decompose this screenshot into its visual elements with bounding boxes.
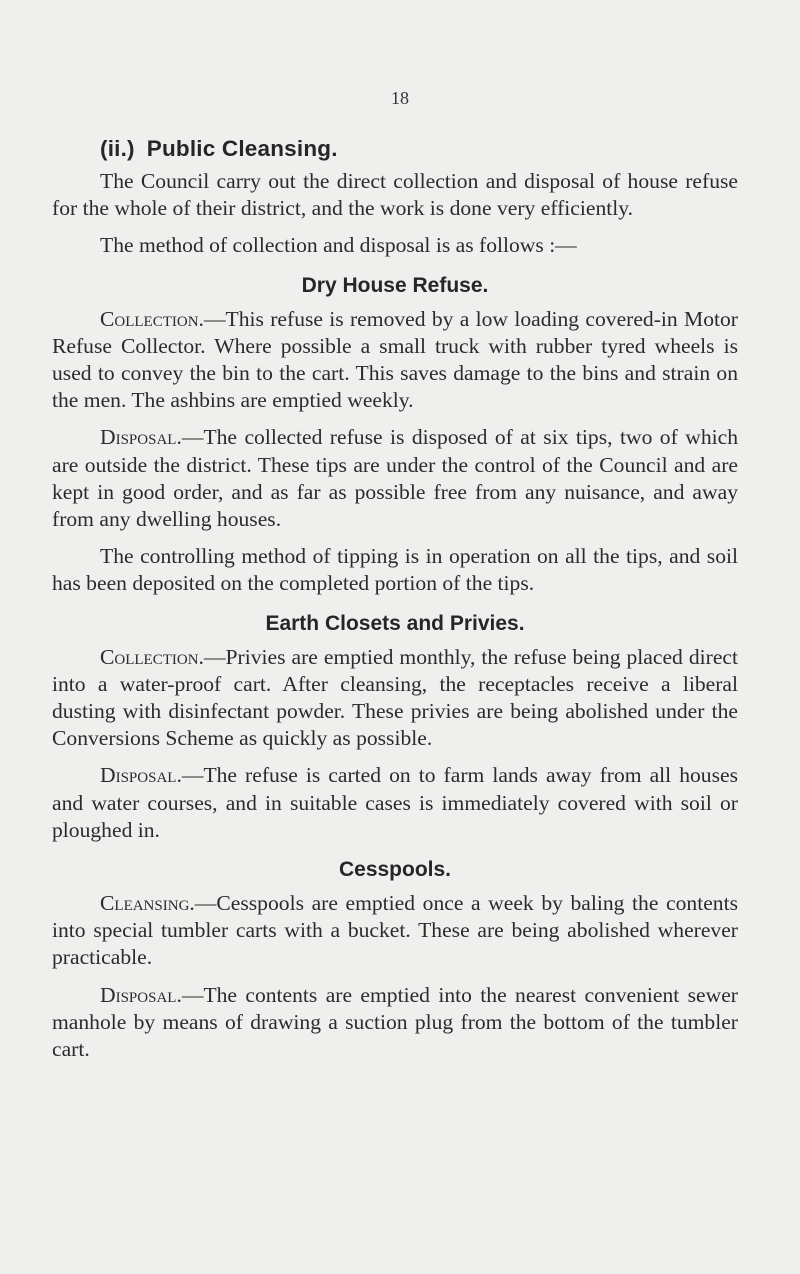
paragraph-text: The controlling method of tipping is in operation on all the tips, and soil has been deposited on the completed portion of the tips. — [52, 544, 738, 596]
paragraph-text: —Cesspools are emptied once a week by baling the contents into special tumbler carts with a bucket. These are being abolished wherever practicable. — [52, 891, 738, 970]
page-content — [52, 136, 738, 1073]
subsection-heading: Dry House Refuse. — [301, 273, 489, 297]
paragraph — [52, 982, 738, 1064]
section-title — [100, 136, 738, 162]
paragraph-text: —The collected refuse is disposed of at six tips, two of which are outside the district. These tips are under the control of the Council and are kept in good order, and as far as possible free from any nuisance, and away from any dwelling houses. — [52, 425, 738, 532]
paragraph-text: —Privies are emptied monthly, the refuse being placed direct into a water-proof cart. After cleansing, the receptacles receive a liberal dusting with disinfectant powder. These privies are being abolished under the Conversions Scheme as quickly as possible. — [52, 644, 738, 751]
paragraph-label: Disposal. — [100, 982, 182, 1007]
paragraph-label: Cleansing. — [100, 891, 195, 916]
section-title-text: Public Cleansing. — [146, 136, 338, 161]
paragraph-label: Disposal. — [100, 763, 182, 788]
paragraph-text: —The contents are emptied into the nearest convenient sewer manhole by means of drawing a suction plug from the bottom of the tumbler cart. — [52, 982, 738, 1062]
section-number: (ii.) — [100, 136, 135, 161]
paragraph-label: Collection. — [100, 644, 204, 669]
page-number: 18 — [391, 88, 409, 108]
paragraph — [52, 543, 738, 597]
paragraph-text: —The refuse is carted on to farm lands away from all houses and water courses, and in suitable cases is immediately covered with soil or ploughed in. — [52, 763, 738, 842]
paragraph-label: Collection. — [100, 306, 204, 331]
subsection-heading: Cesspools. — [338, 858, 452, 882]
paragraph — [52, 890, 738, 972]
subsection-heading: Earth Closets and Privies. — [265, 611, 525, 635]
paragraph — [52, 762, 738, 844]
paragraph — [52, 424, 738, 533]
intro-paragraph: The Council carry out the direct collection and disposal of house refuse for the whole of their district, and the work is done very efficiently. — [52, 169, 738, 221]
paragraph — [52, 306, 738, 415]
paragraph-text: —This refuse is removed by a low loading covered-in Motor Refuse Collector. Where possible a small truck with rubber tyred wheels is used to convey the bin to the cart. This saves damage to the bins and strain on the men. The ashbins are emptied weekly. — [52, 306, 738, 413]
paragraph-label: Disposal. — [100, 425, 182, 450]
intro-paragraph: The method of collection and disposal is as follows :— — [100, 233, 577, 258]
paragraph — [52, 644, 738, 753]
